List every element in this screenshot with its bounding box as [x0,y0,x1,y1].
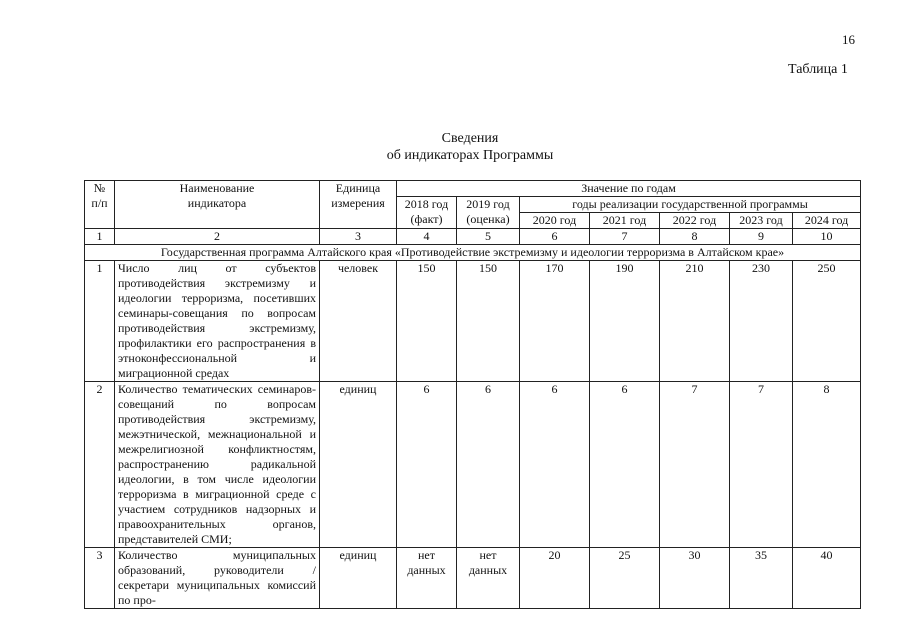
page-number: 16 [842,32,855,47]
column-number: 10 [793,229,861,245]
header-values-group: Значение по годам [397,181,861,197]
header-unit [320,181,397,229]
header-year-2020: 2020 год [520,213,590,229]
row-value-2021: 6 [590,382,660,548]
row-value-2022: 210 [660,261,730,382]
row-value-2022: 30 [660,548,730,609]
column-number: 6 [520,229,590,245]
row-value-2023: 230 [730,261,793,382]
no-data-line-2: данных [407,563,446,577]
header-year-2023: 2023 год [730,213,793,229]
header-2018 [397,197,457,229]
row-value-2020: 170 [520,261,590,382]
column-number: 5 [457,229,520,245]
row-value-2018: 6 [397,382,457,548]
table-row [85,382,861,548]
column-number: 8 [660,229,730,245]
header-unit-line-1: Единица [335,181,381,195]
row-num: 1 [85,261,115,382]
header-row-1 [85,181,861,197]
row-value-2024: 250 [793,261,861,382]
header-name-line-1: Наименование [179,181,255,195]
header-2018-note: (факт) [410,212,443,226]
header-num-line-1: № [93,181,106,195]
header-num [85,181,115,229]
column-number: 7 [590,229,660,245]
row-value-2021: 190 [590,261,660,382]
header-year-2021: 2021 год [590,213,660,229]
row-num: 2 [85,382,115,548]
row-name: Число лиц от субъектов противодействия экстремизму и идеологии терроризма, посетивших семинары-совещания по вопросам противодействия экстремизму, профилактики его распространения в этноконфессиональной и миграционной средах [115,261,320,382]
column-number: 3 [320,229,397,245]
column-number-row [85,229,861,245]
header-year-2024: 2024 год [793,213,861,229]
header-2018-year: 2018 год [404,197,449,211]
row-value-2022: 7 [660,382,730,548]
row-value-2019: 150 [457,261,520,382]
column-number: 4 [397,229,457,245]
header-program-years-group: годы реализации государственной программы [520,197,861,213]
row-value-2020: 6 [520,382,590,548]
section-row [85,245,861,261]
row-value-2024: 8 [793,382,861,548]
section-title: Государственная программа Алтайского края «Противодействие экстремизму и идеологии терроризма в Алтайском крае» [85,245,861,261]
row-unit: единиц [320,548,397,609]
row-value-2019: 6 [457,382,520,548]
row-value-2021: 25 [590,548,660,609]
header-2019 [457,197,520,229]
column-number: 9 [730,229,793,245]
row-value-2019 [457,548,520,609]
row-value-2023: 7 [730,382,793,548]
header-name-line-2: индикатора [187,196,247,210]
header-2019-note: (оценка) [466,212,510,226]
column-number: 1 [85,229,115,245]
no-data-line-2: данных [468,563,508,577]
row-unit: единиц [320,382,397,548]
row-value-2020: 20 [520,548,590,609]
header-unit-line-2: измерения [331,196,385,210]
row-unit: человек [320,261,397,382]
row-name: Количество тематических семинаров-совещаний по вопросам противодействия экстремизму, межэтнической, межнациональной и межрелигиозной конфликтностям, распространению радикальной идеологии, в том числе идеологии терроризма в миграционной среде с участием сотрудников надзорных и правоохранительных органов, представителей СМИ; [115,382,320,548]
table-row [85,548,861,609]
no-data-line-1: нет [418,548,435,562]
no-data-line-1: нет [479,548,497,562]
table-label: Таблица 1 [788,62,848,77]
row-num: 3 [85,548,115,609]
column-number: 2 [115,229,320,245]
header-2019-year: 2019 год [466,197,510,211]
indicators-table [84,180,861,609]
header-name [115,181,320,229]
header-year-2022: 2022 год [660,213,730,229]
row-value-2018: 150 [397,261,457,382]
title-line-1: Сведения [441,131,499,146]
document-title [300,130,640,164]
title-line-2: об индикаторах Программы [386,148,554,163]
row-value-2023: 35 [730,548,793,609]
row-value-2024: 40 [793,548,861,609]
row-value-2018 [397,548,457,609]
row-name: Количество муниципальных образований, руководители / секретари муниципальных комиссий по про- [115,548,320,609]
table-row [85,261,861,382]
header-num-line-2: п/п [91,196,108,210]
